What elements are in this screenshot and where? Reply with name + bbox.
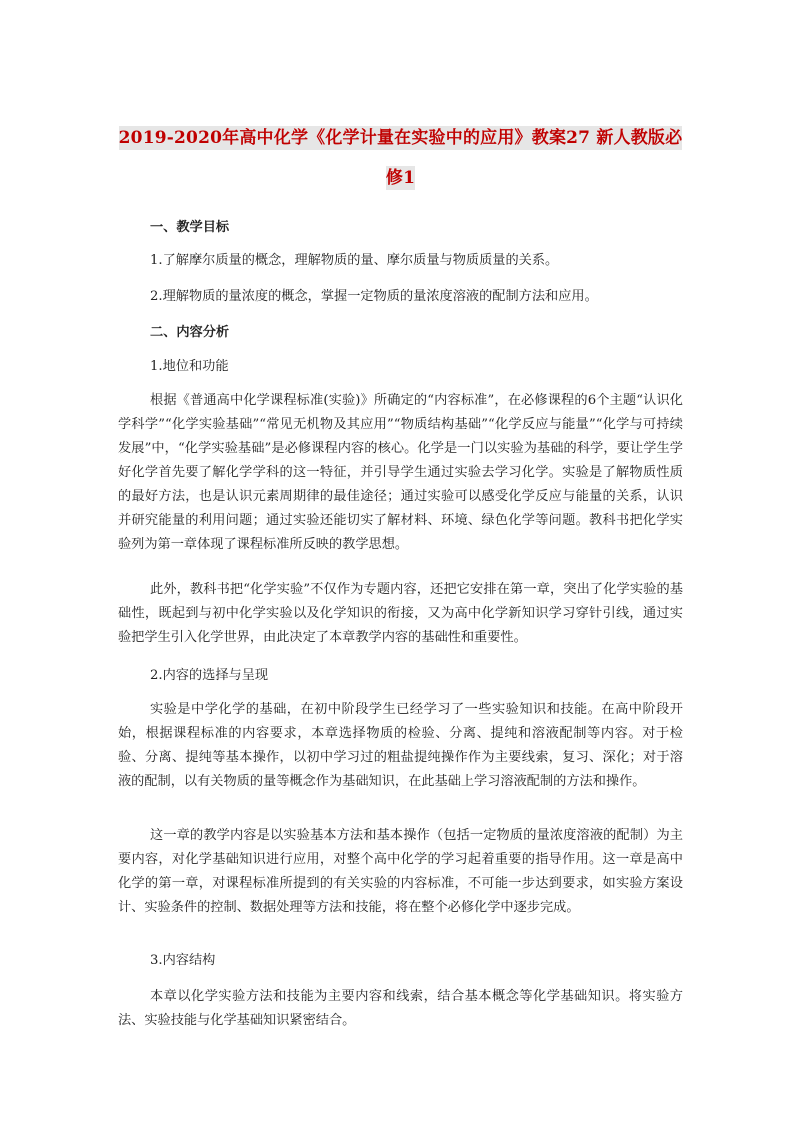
paragraph-selection-1 bbox=[118, 698, 683, 794]
paragraph-role-1 bbox=[118, 389, 683, 557]
paragraph-text: 这一章的教学内容是以实验基本方法和基本操作（包括一定物质的量浓度溶液的配制）为主要内容，对化学基础知识进行应用，对整个高中化学的学习起着重要的指导作用。这一章是高中化学的第一章，对课程标准所提到的有关实验的内容标准，不可能一步达到要求，如实验方案设计、实验条件的控制、数据处理等方法和技能，将在整个必修化学中逐步完成。 bbox=[118, 828, 683, 915]
subsection-heading-role: 1.地位和功能 bbox=[150, 359, 229, 374]
document-title bbox=[118, 118, 683, 198]
subsection-heading-structure: 3.内容结构 bbox=[150, 953, 216, 968]
paragraph-text: 本章以化学实验方法和技能为主要内容和线索，结合基本概念等化学基础知识。将实验方法、实验技能与化学基础知识紧密结合。 bbox=[118, 989, 683, 1028]
section-heading-teaching-goals: 一、教学目标 bbox=[150, 220, 230, 235]
document-title-text: 2019-2020年高中化学《化学计量在实验中的应用》教案27 新人教版必修1 bbox=[118, 128, 683, 188]
section-heading-content-analysis: 二、内容分析 bbox=[150, 325, 230, 340]
paragraph-structure-1 bbox=[118, 985, 683, 1033]
paragraph-text: 实验是中学化学的基础，在初中阶段学生已经学习了一些实验知识和技能。在高中阶段开始，根据课程标准的内容要求，本章选择物质的检验、分离、提纯和溶液配制等内容。对于检验、分离、提纯等基本操作，以初中学习过的粗盐提纯操作作为主要线索，复习、深化；对于溶液的配制，以有关物质的量等概念作为基础知识，在此基础上学习溶液配制的方法和操作。 bbox=[118, 702, 683, 789]
goal-item-2: 2.理解物质的量浓度的概念，掌握一定物质的量浓度溶液的配制方法和应用。 bbox=[150, 289, 598, 304]
goal-item-1: 1.了解摩尔质量的概念，理解物质的量、摩尔质量与物质质量的关系。 bbox=[150, 253, 559, 268]
paragraph-text: 根据《普通高中化学课程标准(实验)》所确定的“内容标准”，在必修课程的6个主题“认识化学科学”“化学实验基础”“常见无机物及其应用”“物质结构基础”“化学反应与能量”“化学与可持续发展”中，“化学实验基础”是必修课程内容的核心。化学是一门以实验为基础的科学，要让学生学好化学首先要了解化学学科的这一特征，并引导学生通过实验去学习化学。实验是了解物质性质的最好方法，也是认识元素周期律的最佳途径；通过实验可以感受化学反应与能量的关系，认识并研究能量的利用问题；通过实验还能切实了解材料、环境、绿色化学等问题。教科书把化学实验列为第一章体现了课程标准所反映的教学思想。 bbox=[118, 393, 683, 552]
paragraph-text: 此外，教科书把“化学实验”不仅作为专题内容，还把它安排在第一章，突出了化学实验的基础性，既起到与初中化学实验以及化学知识的衔接，又为高中化学新知识学习穿针引线，通过实验把学生引入化学世界，由此决定了本章教学内容的基础性和重要性。 bbox=[118, 582, 683, 645]
paragraph-selection-2 bbox=[118, 824, 683, 920]
subsection-heading-selection: 2.内容的选择与呈现 bbox=[150, 668, 269, 683]
paragraph-role-2 bbox=[118, 578, 683, 650]
